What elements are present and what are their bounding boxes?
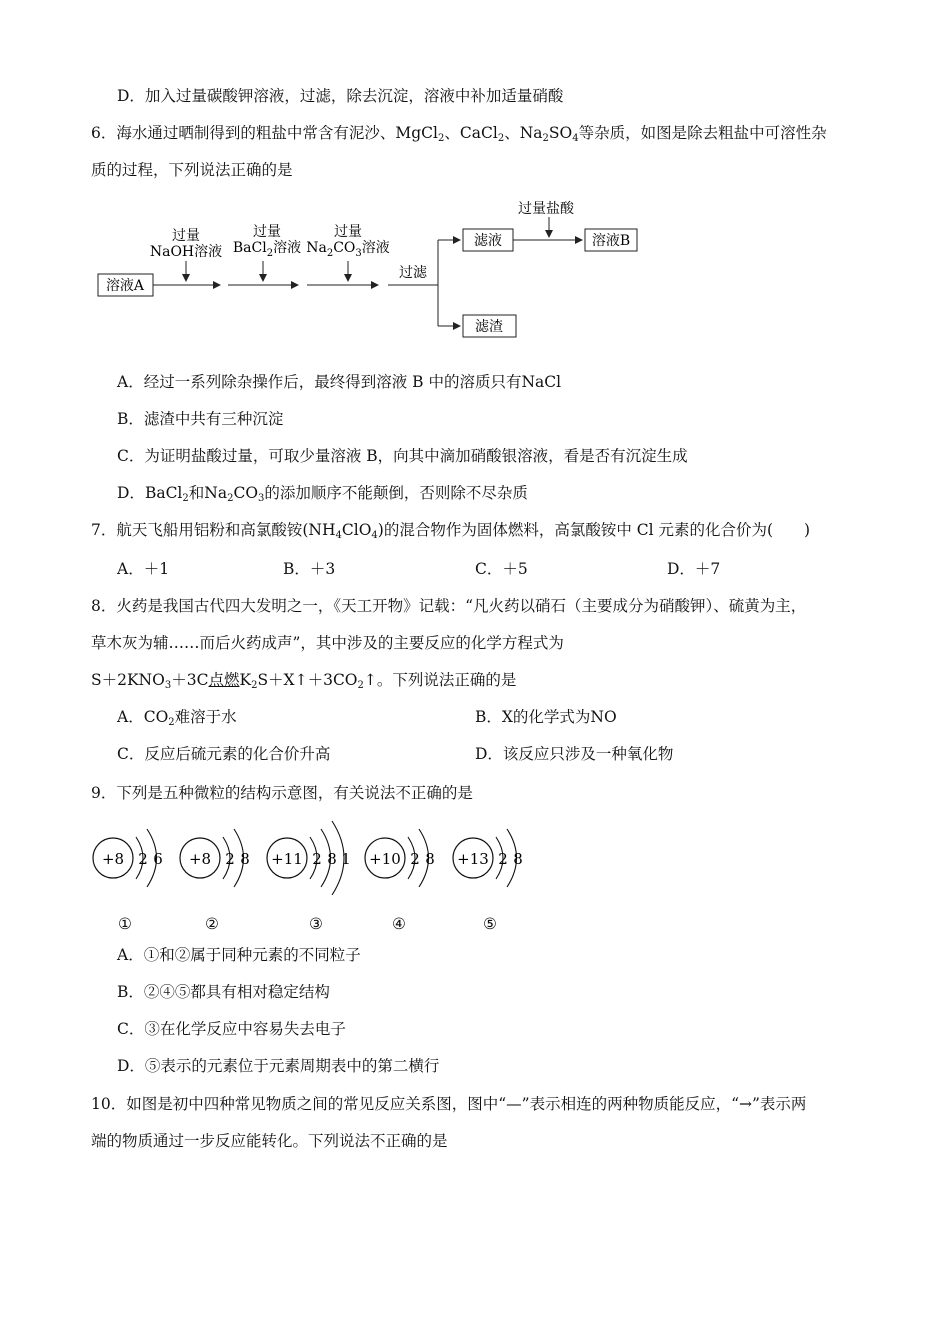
r3-sub2: 3 (355, 248, 362, 259)
atom-5-nucleus: +13 (457, 850, 489, 868)
eq-sub1: 3 (164, 680, 172, 691)
atom-2-label: ② (205, 915, 219, 933)
sep2: 、 (504, 124, 520, 142)
q6-od-co-sub: 3 (258, 493, 265, 504)
r3-bottom-c: 溶液 (361, 240, 390, 256)
q7-stem-b: ClO (341, 521, 372, 539)
q9-option-b: B．②④⑤都具有相对稳定结构 (117, 983, 330, 1001)
atom-1-shell-1: 2 (138, 850, 148, 868)
q8-option-b: B．X的化学式为NO (475, 708, 617, 726)
so-text: SO (548, 124, 573, 142)
atom-2-nucleus: +8 (188, 850, 212, 868)
q7-stem (91, 518, 810, 542)
r1-top: 过量 (172, 228, 200, 244)
na2so4-formula (520, 124, 579, 142)
atom-4 (365, 829, 435, 887)
atom-4-label: ④ (392, 915, 406, 933)
q8-oa-sub: 2 (168, 717, 175, 728)
q7-sub2: 4 (371, 530, 378, 541)
q6-od-ba-sub: 2 (182, 493, 189, 504)
r2-bottom-a: BaCl (232, 240, 267, 256)
ca-sub: 2 (497, 133, 505, 144)
q7-stem-c: )的混合物作为固体燃料，高氯酸铵中 Cl 元素的化合价为( ) (377, 521, 811, 539)
q6-stem-text-b: 等杂质，如图是除去粗盐中可溶性杂 (578, 124, 827, 142)
eq-e: ↑。下列说法正确的是 (363, 671, 517, 689)
q8-option-c: C．反应后硫元素的化合价升高 (117, 745, 331, 763)
r3-bottom-b: CO (333, 240, 356, 256)
eq-a: S＋2KNO (91, 671, 165, 689)
r1-bottom: NaOH溶液 (149, 244, 223, 260)
atom-3 (267, 821, 351, 895)
atom-2 (180, 829, 250, 887)
q6-option-b: B．滤渣中共有三种沉淀 (117, 410, 284, 428)
q6-od-na-sub: 2 (227, 493, 234, 504)
r3-bottom-a: Na (306, 240, 327, 256)
mgcl2-formula (395, 124, 444, 142)
box-residue-label: 滤渣 (475, 319, 503, 335)
eq-c: K (239, 671, 252, 689)
q9-atom-diagrams (88, 815, 538, 895)
q9-option-c: C．③在化学反应中容易失去电子 (117, 1020, 346, 1038)
q8-option-a (117, 705, 237, 729)
q6-stem-line2: 质的过程，下列说法正确的是 (91, 161, 293, 179)
q6-stem-text-a: 6．海水通过晒制得到的粗盐中常含有泥沙、 (91, 124, 396, 142)
box-filtrate-label: 滤液 (474, 233, 502, 249)
r3-bottom (306, 239, 390, 259)
q7-sub1: 4 (335, 530, 342, 541)
atom-2-shell-2: 8 (240, 850, 250, 868)
atom-5 (453, 829, 523, 887)
atom-4-nucleus: +10 (369, 850, 401, 868)
atom-2-shell-1: 2 (225, 850, 235, 868)
r3-sub1: 2 (326, 248, 334, 259)
q6-od-ba: BaCl (144, 484, 183, 502)
q6-option-a: A．经过一系列除杂操作后，最终得到溶液 B 中的溶质只有NaCl (117, 373, 562, 391)
atom-5-shell-1: 2 (498, 850, 508, 868)
atom-5-label: ⑤ (483, 915, 497, 933)
eq-sub3: 2 (357, 680, 364, 691)
q6-od-rest: 的添加顺序不能颠倒，否则除不尽杂质 (264, 484, 528, 502)
hcl-label: 过量盐酸 (518, 201, 574, 217)
mg-text: MgCl (395, 124, 438, 142)
ca-text: CaCl (459, 124, 498, 142)
atom-1 (93, 829, 163, 887)
q6-od-and: 和 (188, 484, 205, 502)
r2-bottom-b: 溶液 (273, 240, 302, 256)
r2-top: 过量 (253, 224, 281, 240)
eq-sub2: 2 (251, 680, 258, 691)
q7-option-d: D．＋7 (667, 560, 721, 578)
atom-3-shell-3: 1 (341, 850, 351, 868)
so-sub: 4 (572, 133, 579, 144)
q7-stem-a: 7．航天飞船用铝粉和高氯酸铵(NH (91, 521, 336, 539)
eq-b: ＋3C (171, 671, 209, 689)
q7-option-c: C．＋5 (475, 560, 528, 578)
box-solution-a-label: 溶液A (105, 278, 145, 294)
atom-5-shell-2: 8 (513, 850, 523, 868)
eq-d: S＋X↑＋3CO (257, 671, 358, 689)
q9-option-d: D．⑤表示的元素位于元素周期表中的第二横行 (117, 1057, 440, 1075)
q6-od-na: Na (204, 484, 228, 502)
atom-1-nucleus: +8 (101, 850, 125, 868)
q10-stem-line2: 端的物质通过一步反应能转化。下列说法不正确的是 (91, 1132, 448, 1150)
q8-stem-line2: 草木灰为辅……而后火药成声”，其中涉及的主要反应的化学方程式为 (91, 634, 564, 652)
atom-1-shell-2: 6 (153, 850, 163, 868)
na-sub: 2 (542, 133, 549, 144)
q6-stem-line1 (91, 121, 827, 145)
filter-label: 过滤 (399, 265, 427, 281)
atom-3-shell-1: 2 (312, 850, 322, 868)
q8-oa-rest: 难溶于水 (174, 708, 237, 726)
q9-option-a: A．①和②属于同种元素的不同粒子 (117, 946, 361, 964)
q6-od-a: D． (117, 484, 145, 502)
q9-stem: 9．下列是五种微粒的结构示意图，有关说法不正确的是 (91, 784, 473, 802)
q6-option-d (117, 481, 528, 505)
atom-3-label: ③ (309, 915, 323, 933)
q6-flow-diagram (90, 195, 650, 345)
q10-stem-line1: 10．如图是初中四种常见物质之间的常见反应关系图，图中“—”表示相连的两种物质能反应，“→”表示两 (91, 1095, 807, 1113)
q6-od-co: CO (233, 484, 259, 502)
q7-option-b: B．＋3 (283, 560, 336, 578)
q8-oa-co: CO (143, 708, 169, 726)
box-solution-b-label: 溶液B (591, 233, 631, 249)
q8-stem-line1: 8．火药是我国古代四大发明之一，《天工开物》记载：“凡火药以硝石（主要成分为硝酸钾）、硫黄为主， (91, 597, 807, 615)
mg-sub: 2 (438, 133, 445, 144)
r3-top: 过量 (334, 224, 362, 240)
atom-4-shell-2: 8 (425, 850, 435, 868)
q7-option-a: A．＋1 (117, 560, 170, 578)
atom-4-shell-1: 2 (410, 850, 420, 868)
cacl2-formula (460, 124, 504, 142)
q5-option-d: D．加入过量碳酸钾溶液，过滤，除去沉淀，溶液中补加适量硝酸 (117, 87, 564, 105)
sep1: 、 (444, 124, 460, 142)
na-text: Na (519, 124, 543, 142)
atom-3-shell-2: 8 (327, 850, 337, 868)
q8-equation (91, 668, 516, 692)
atom-1-label: ① (118, 915, 132, 933)
q6-option-c: C．为证明盐酸过量，可取少量溶液 B，向其中滴加硝酸银溶液，看是否有沉淀生成 (117, 447, 688, 465)
q8-oa-a: A． (117, 708, 144, 726)
atom-3-nucleus: +11 (271, 850, 303, 868)
q8-option-d: D．该反应只涉及一种氧化物 (475, 745, 674, 763)
eq-condition: 点燃 (208, 671, 240, 689)
r2-bottom (233, 239, 301, 259)
r2-sub: 2 (266, 248, 274, 259)
